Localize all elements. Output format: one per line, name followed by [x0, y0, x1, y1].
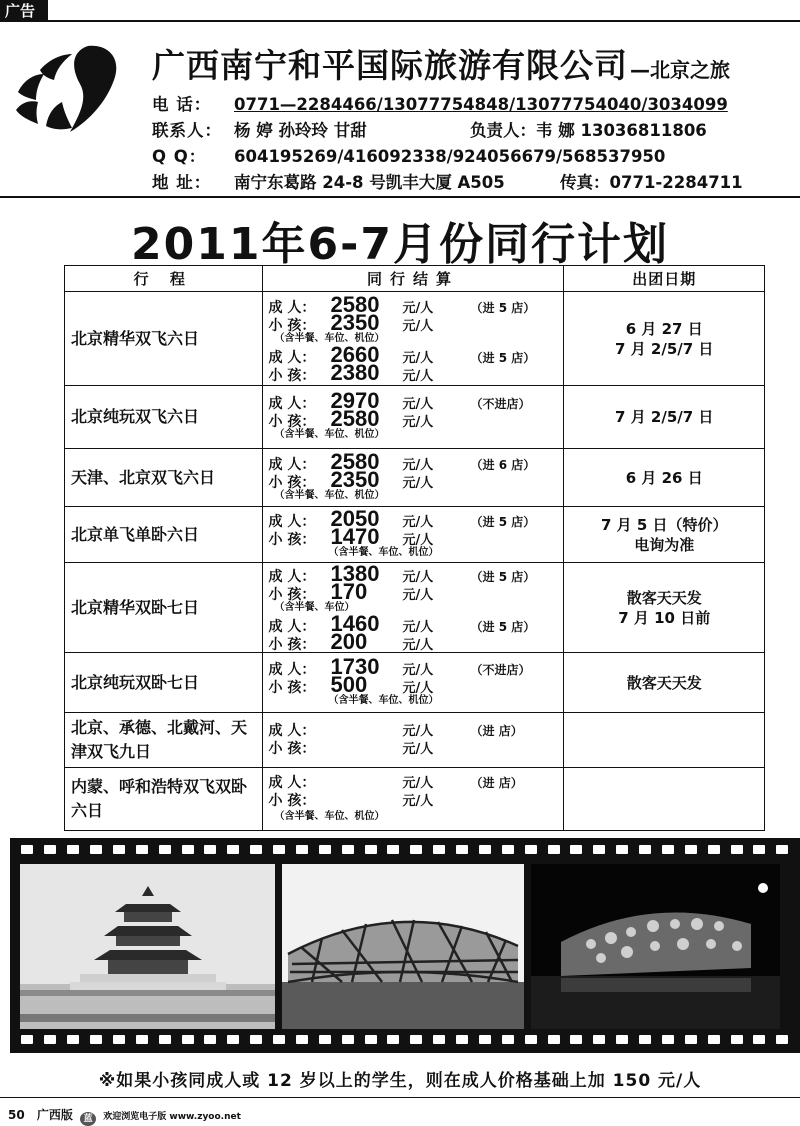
film-perforation [250, 845, 262, 854]
price-unit: 元/人 [402, 457, 434, 473]
price-label: 小 孩： [268, 793, 316, 809]
price-unit: 元/人 [402, 475, 434, 491]
price-label: 成 人： [268, 513, 316, 530]
film-perforation [296, 845, 308, 854]
inclusion-note: （含半餐、车位、机位） [328, 546, 439, 558]
film-perforation [365, 845, 377, 854]
page-number: 50 [8, 1108, 25, 1122]
departure-dates [564, 507, 765, 563]
top-rule [48, 20, 800, 22]
film-perforation [456, 1035, 468, 1044]
price-unit: 元/人 [402, 569, 434, 585]
price-unit: 元/人 [402, 776, 434, 791]
route-name: 北京、承德、北戴河、天津双飞九日 [65, 713, 263, 768]
film-perforation [204, 845, 216, 854]
price-cell [262, 713, 564, 768]
film-perforation [731, 845, 743, 854]
departure-date: 7 月 10 日前 [618, 608, 711, 627]
price-cell [262, 449, 564, 507]
price-unit: 元/人 [402, 532, 434, 548]
price-label: 小 孩： [268, 531, 316, 548]
film-perforation [753, 1035, 765, 1044]
contacts-label: 联系人： [152, 121, 222, 140]
film-perforation [44, 1035, 56, 1044]
price-label: 小 孩： [268, 679, 316, 696]
price-line [268, 560, 564, 586]
shop-note: （进 5 店） [470, 569, 536, 584]
film-perforation [273, 1035, 285, 1044]
film-perforation [639, 1035, 651, 1044]
price-amount: 1380 [330, 560, 380, 586]
film-perforation [67, 1035, 79, 1044]
departure-date: 散客天天发 [626, 588, 702, 607]
page-footer [8, 1106, 241, 1126]
film-perforation [113, 845, 125, 854]
company-name [152, 40, 730, 87]
price-line [268, 359, 564, 385]
departure-date: 电询为准 [634, 535, 695, 554]
page-title: 2011年6-7月份同行计划 [131, 219, 669, 270]
price-label: 成 人： [268, 568, 316, 585]
film-perforation [525, 845, 537, 854]
film-perforation [410, 1035, 422, 1044]
price-line [269, 792, 564, 810]
price-label: 小 孩： [268, 367, 316, 384]
price-cell [262, 386, 564, 449]
website-link[interactable]: 欢迎浏览电子版 www.zyoo.net [103, 1112, 241, 1122]
film-perforation [182, 1035, 194, 1044]
film-perforation [319, 845, 331, 854]
price-line [268, 448, 564, 474]
qq-line [152, 143, 665, 167]
price-unit: 元/人 [402, 742, 434, 757]
table-header-row [65, 266, 765, 292]
shop-note: （进 店） [470, 776, 523, 790]
film-perforation [593, 845, 605, 854]
address-line [152, 169, 743, 193]
shop-note: （进 5 店） [470, 300, 536, 315]
shop-note: （进 店） [470, 724, 523, 738]
price-line [268, 523, 564, 549]
shop-note: （进 6 店） [470, 457, 536, 472]
shop-note: （进 5 店） [470, 514, 536, 529]
film-perforation [570, 1035, 582, 1044]
film-perforation [662, 845, 674, 854]
route-name: 内蒙、呼和浩特双飞双卧六日 [65, 768, 263, 831]
film-perforation [204, 1035, 216, 1044]
film-perforation [365, 1035, 377, 1044]
film-perforation [685, 1035, 697, 1044]
inclusion-note: （含半餐、车位、机位） [274, 811, 385, 822]
film-perforation [433, 845, 445, 854]
price-label: 小 孩： [268, 474, 316, 491]
film-perforation [67, 845, 79, 854]
film-perforation [113, 1035, 125, 1044]
price-amount: 2350 [330, 309, 380, 335]
price-label: 成 人： [268, 661, 316, 678]
film-perforation [479, 845, 491, 854]
price-amount: 2350 [330, 466, 380, 492]
price-label: 成 人： [268, 456, 316, 473]
qq-label: Q Q： [152, 147, 207, 166]
film-perforation [731, 1035, 743, 1044]
price-line [268, 610, 564, 636]
price-line [268, 653, 564, 679]
film-perforation [90, 1035, 102, 1044]
phone-line [152, 91, 728, 115]
route-name: 北京单飞单卧六日 [65, 507, 263, 563]
price-unit: 元/人 [402, 514, 434, 530]
price-label: 成 人： [268, 723, 316, 739]
table-row [65, 563, 765, 653]
price-label: 小 孩： [268, 741, 316, 757]
departure-date: 6 月 27 日 [625, 319, 703, 338]
departure-dates [564, 653, 765, 713]
price-label: 小 孩： [268, 414, 316, 430]
company-name-text: 广西南宁和平国际旅游有限公司 [152, 46, 628, 85]
price-amount: 2580 [330, 448, 380, 474]
header-settlement: 同行结算 [262, 266, 564, 292]
price-label: 小 孩： [268, 317, 316, 334]
film-perforation [616, 845, 628, 854]
film-perforation [708, 845, 720, 854]
departure-dates [564, 713, 765, 768]
price-line [269, 722, 564, 740]
price-unit: 元/人 [402, 368, 434, 384]
price-amount: 2580 [330, 291, 380, 317]
film-perforation [21, 1035, 33, 1044]
contacts-line [152, 117, 707, 141]
inclusion-note: （含半餐、车位、机位） [274, 489, 385, 501]
departure-date: 7 月 5 日（特价） [600, 515, 728, 534]
plan-table [64, 265, 765, 831]
film-perforation [227, 1035, 239, 1044]
film-holes-bottom [10, 1035, 800, 1047]
film-perforation [548, 1035, 560, 1044]
price-label: 小 孩： [268, 636, 316, 653]
price-label: 成 人： [268, 618, 316, 635]
table-row [65, 768, 765, 831]
film-perforation [273, 845, 285, 854]
price-line [269, 740, 564, 758]
table-row [65, 653, 765, 713]
inclusion-note: （含半餐、车位） [274, 601, 355, 613]
price-amount: 1460 [330, 610, 380, 636]
price-line [268, 505, 564, 531]
manager-value: 负责人：韦 娜 13036811806 [470, 121, 707, 140]
film-perforation [387, 845, 399, 854]
table-row [65, 449, 765, 507]
price-cell [262, 560, 564, 654]
film-perforation [410, 845, 422, 854]
price-unit: 元/人 [402, 637, 434, 653]
film-perforation [456, 845, 468, 854]
price-label: 成 人： [268, 299, 316, 316]
table-row [65, 713, 765, 768]
price-unit: 元/人 [402, 680, 434, 696]
route-name: 北京精华双飞六日 [65, 292, 263, 386]
price-amount: 200 [330, 628, 368, 654]
film-perforation [570, 845, 582, 854]
price-line [268, 671, 564, 697]
film-perforation [708, 1035, 720, 1044]
phone-label: 电 话： [152, 95, 212, 114]
departure-dates [564, 292, 765, 386]
shop-note: （进 5 店） [470, 619, 536, 634]
address-label: 地 址： [152, 173, 212, 192]
departure-date: 散客天天发 [626, 673, 702, 692]
price-label: 成 人： [268, 775, 316, 791]
price-amount: 170 [330, 578, 368, 604]
film-perforation [136, 1035, 148, 1044]
price-line [268, 388, 564, 413]
price-unit: 元/人 [402, 415, 434, 430]
film-perforation [502, 1035, 514, 1044]
header-route: 行 程 [65, 266, 263, 292]
price-label: 成 人： [268, 396, 316, 412]
film-perforation [753, 845, 765, 854]
plan-table-body [65, 292, 765, 831]
film-perforation [548, 845, 560, 854]
price-amount: 2970 [330, 388, 380, 413]
price-unit: 元/人 [402, 619, 434, 635]
price-line [268, 309, 564, 335]
company-logo [10, 40, 130, 140]
price-unit: 元/人 [402, 794, 434, 809]
header-rule [0, 196, 800, 198]
company-suffix: —北京之旅 [630, 58, 730, 82]
film-perforation [90, 845, 102, 854]
price-line [268, 406, 564, 431]
film-perforation [479, 1035, 491, 1044]
departure-dates [564, 768, 765, 831]
phone-value: 0771—2284466/13077754848/13077754040/3034099 [234, 95, 728, 114]
film-perforation [502, 845, 514, 854]
film-perforation [44, 845, 56, 854]
film-perforation [342, 845, 354, 854]
film-perforation [227, 845, 239, 854]
price-cell [262, 768, 564, 831]
price-line [268, 291, 564, 317]
fax-value: 传真：0771-2284711 [560, 173, 743, 192]
edition-label: 广西版 [36, 1108, 73, 1122]
film-perforation [319, 1035, 331, 1044]
address-value: 南宁东葛路 24-8 号凯丰大厦 A505 [234, 173, 505, 192]
price-cell [262, 292, 564, 386]
route-name: 天津、北京双飞六日 [65, 449, 263, 507]
ad-tag: 广告 [0, 0, 48, 22]
film-perforation [296, 1035, 308, 1044]
departure-date: 7 月 2/5/7 日 [615, 408, 714, 426]
film-perforation [776, 1035, 788, 1044]
price-line [268, 628, 564, 654]
departure-date: 7 月 2/5/7 日 [615, 339, 714, 358]
film-perforation [159, 845, 171, 854]
price-unit: 元/人 [402, 587, 434, 603]
film-perforation [662, 1035, 674, 1044]
route-name: 北京纯玩双飞六日 [65, 386, 263, 449]
water-cube-photo [531, 864, 780, 1029]
price-amount: 2050 [330, 505, 380, 531]
inclusion-note: （含半餐、车位、机位） [274, 332, 385, 344]
shop-note: （进 5 店） [470, 350, 536, 365]
table-row [65, 386, 765, 449]
film-perforation [159, 1035, 171, 1044]
film-perforation [685, 845, 697, 854]
film-perforation [525, 1035, 537, 1044]
price-line [268, 578, 564, 604]
price-unit: 元/人 [402, 300, 434, 316]
price-amount: 2380 [330, 359, 380, 385]
edition-badge: 蓝 [80, 1112, 96, 1126]
route-name: 北京纯玩双卧七日 [65, 653, 263, 713]
price-line [269, 774, 564, 792]
price-unit: 元/人 [402, 397, 434, 412]
departure-dates [564, 449, 765, 507]
departure-dates [564, 386, 765, 449]
price-cell [262, 653, 564, 713]
route-name: 北京精华双卧七日 [65, 563, 263, 653]
table-row [65, 292, 765, 386]
film-perforation [250, 1035, 262, 1044]
price-line [268, 341, 564, 367]
price-amount: 1470 [330, 523, 380, 549]
film-perforation [182, 845, 194, 854]
shop-note: （不进店） [470, 662, 531, 677]
inclusion-note: （含半餐、车位、机位） [328, 694, 439, 706]
price-label: 小 孩： [268, 586, 316, 603]
film-perforation [136, 845, 148, 854]
inclusion-note: （含半餐、车位、机位） [274, 429, 385, 440]
header-dates: 出团日期 [564, 266, 765, 292]
film-perforation [387, 1035, 399, 1044]
price-amount: 500 [330, 671, 368, 697]
film-perforation [433, 1035, 445, 1044]
price-line [268, 466, 564, 492]
departure-date: 6 月 26 日 [625, 468, 703, 487]
price-unit: 元/人 [402, 350, 434, 366]
film-perforation [616, 1035, 628, 1044]
film-perforation [639, 845, 651, 854]
price-unit: 元/人 [402, 318, 434, 334]
price-label: 成 人： [268, 349, 316, 366]
bottom-rule [0, 1097, 800, 1098]
price-amount: 2580 [330, 406, 380, 431]
price-amount: 2660 [330, 341, 380, 367]
temple-of-heaven-photo [20, 864, 275, 1029]
price-cell [262, 507, 564, 563]
film-perforation [21, 845, 33, 854]
price-amount: 1730 [330, 653, 380, 679]
film-perforation [776, 845, 788, 854]
table-row [65, 507, 765, 563]
qq-value: 604195269/416092338/924056679/568537950 [234, 147, 666, 166]
price-unit: 元/人 [402, 662, 434, 678]
contacts-value: 杨 婷 孙玲玲 甘甜 [234, 121, 367, 140]
shop-note: （不进店） [470, 397, 531, 411]
film-perforation [593, 1035, 605, 1044]
film-holes-top [10, 845, 800, 857]
price-unit: 元/人 [402, 724, 434, 739]
film-strip [10, 838, 800, 1053]
footer-note: ※如果小孩同成人或 12 岁以上的学生，则在成人价格基础上加 150 元/人 [98, 1071, 702, 1091]
film-perforation [342, 1035, 354, 1044]
departure-dates [564, 563, 765, 653]
birds-nest-stadium-photo [282, 864, 524, 1029]
